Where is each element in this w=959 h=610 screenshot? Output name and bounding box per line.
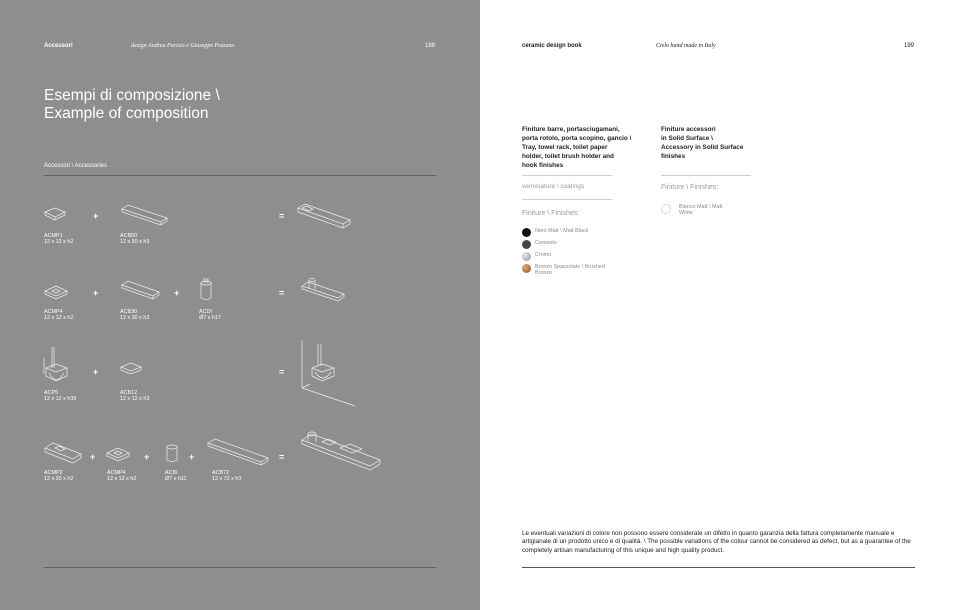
- footer-divider-left: [44, 567, 436, 568]
- item-label: ACB50 12 x 50 x h3: [120, 233, 150, 246]
- item-label: ACMP1 12 x 12 x h2: [44, 233, 74, 246]
- composition-2-drawing: [300, 272, 346, 304]
- color-dot: [522, 264, 531, 273]
- solid-surface-heading: Finiture accessori in Solid Surface \ Accessory in Solid Surface finishes: [661, 126, 744, 160]
- color-dot: [522, 228, 531, 237]
- color-dot: [522, 252, 531, 261]
- swatch-matt-black: Nero Matt \ Matt Black: [522, 228, 588, 237]
- color-dot: [661, 204, 671, 214]
- finishes-label: Finiture \ Finishes:: [522, 210, 580, 217]
- item-label: ACP5 12 x 12 x h35: [44, 390, 77, 403]
- composition-1-drawing: [296, 203, 352, 231]
- divider: [661, 175, 751, 176]
- tray-finishes-heading: Finiture barre, portasciugamani, porta rotolo, porta scopino, gancio \ Tray, towel rack, toilet paper holder, toilet brush holder and hook finishes: [522, 126, 632, 169]
- swatch-cemento: Cemento: [522, 240, 557, 249]
- item-label: ACDI Ø7 x h17: [199, 309, 221, 322]
- tagline: Cielo hand made in Italy: [656, 43, 716, 49]
- plus-sign: +: [93, 367, 99, 377]
- plus-sign: +: [144, 452, 150, 462]
- plus-sign: +: [90, 452, 96, 462]
- composition-3-drawing: [300, 338, 358, 408]
- item-label: ACB30 12 x 30 x h3: [120, 309, 150, 322]
- acb30-drawing: [120, 280, 160, 302]
- item-label: ACB72 12 x 72 x h3: [212, 470, 242, 483]
- acb72-drawing: [206, 438, 270, 468]
- acmp1-drawing: [44, 207, 66, 223]
- page-number-right: 199: [904, 43, 915, 49]
- equals-sign: =: [279, 211, 285, 221]
- acmp4-drawing: [44, 285, 68, 301]
- acb50-drawing: [120, 204, 168, 226]
- plus-sign: +: [93, 211, 99, 221]
- acdi-drawing: [199, 278, 213, 302]
- divider: [522, 199, 612, 200]
- item-label: ACBI Ø7 x h11: [165, 470, 187, 483]
- disclaimer-text: Le eventuali variazioni di colore non possono essere considerate un difetto in quanto garanzia della fattura completamente manuale e artigianale di un prodotto unico e di qualità. \ The possible variations of the colour cannot be considered as defect, but as a guarantee of the completely artisan manufacturing of this unique and high quality product.: [522, 530, 911, 554]
- title-line-2: Example of composition: [44, 105, 209, 122]
- subheading-divider: [44, 175, 436, 176]
- swatch-cromo: Cromo: [522, 252, 551, 261]
- divider: [522, 175, 612, 176]
- acp5-drawing: [42, 346, 70, 388]
- section-header: Accessori: [44, 43, 73, 49]
- page-title: [44, 87, 220, 123]
- designer-credit: design Andrea Parisio e Giuseppe Pezzano: [131, 43, 235, 49]
- swatch-brushed-bronze: Bronzo Spazzolato \ Brushed Bronze: [522, 264, 605, 276]
- coatings-label: verniciature \ coatings: [522, 183, 585, 190]
- equals-sign: =: [279, 452, 285, 462]
- plus-sign: +: [93, 288, 99, 298]
- footer-divider-right: [522, 567, 915, 568]
- title-line-1: Esempi di composizione \: [44, 87, 220, 104]
- plus-sign: +: [189, 452, 195, 462]
- section-subheading: Accessori \ Accessories: [44, 163, 108, 169]
- plus-sign: +: [174, 288, 180, 298]
- item-label: ACMP4 12 x 12 x h2: [107, 470, 137, 483]
- acbi-drawing: [165, 443, 179, 465]
- acmp2-drawing: [43, 442, 83, 466]
- equals-sign: =: [279, 288, 285, 298]
- composition-4-drawing: [300, 428, 382, 478]
- acmp4-drawing-2: [106, 447, 130, 463]
- color-dot: [522, 240, 531, 249]
- book-title: ceramic design book: [522, 43, 582, 49]
- page-number-left: 198: [425, 43, 436, 49]
- finishes-label-2: Finiture \ Finishes:: [661, 184, 719, 191]
- equals-sign: =: [279, 367, 285, 377]
- item-label: ACMP2 12 x 30 x h2: [44, 470, 74, 483]
- item-label: ACMP4 12 x 12 x h2: [44, 309, 74, 322]
- swatch-matt-white: Bianco Matt \ Matt White: [661, 204, 729, 216]
- item-label: ACB12 12 x 12 x h3: [120, 390, 150, 403]
- acb12-drawing: [120, 362, 142, 376]
- right-page: [480, 0, 959, 610]
